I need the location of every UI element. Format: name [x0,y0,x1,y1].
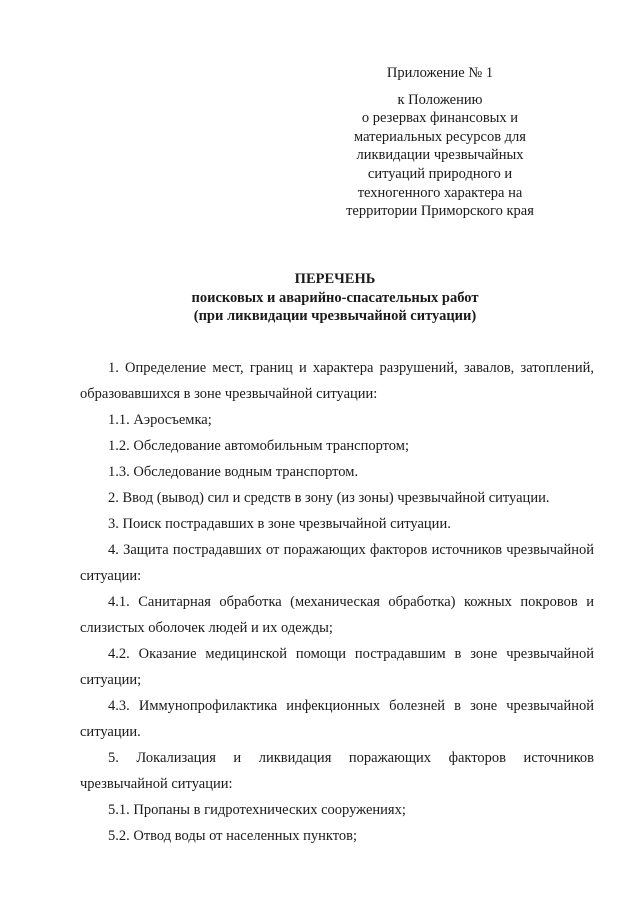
appendix-line: к Положению [397,91,483,108]
list-item: 4.3. Иммунопрофилактика инфекционных болезней в зоне чрезвычайной ситуации. [80,698,594,740]
document-body [80,355,594,849]
appendix-line: техногенного характера на [357,184,523,201]
title-line-1: ПЕРЕЧЕНЬ [294,271,376,287]
document-title [60,270,610,326]
list-item: 5.2. Отвод воды от населенных пунктов; [108,828,358,844]
list-item: 1.3. Обследование водным транспортом. [108,464,359,480]
appendix-line: материальных ресурсов для [354,128,526,145]
appendix-line: ликвидации чрезвычайных [356,147,524,164]
list-item: 4.1. Санитарная обработка (механическая обработка) кожных покровов и слизистых оболочек людей и их одежды; [80,594,594,636]
appendix-line: ситуаций природного и [367,165,513,182]
list-item: 4.2. Оказание медицинской помощи пострадавшим в зоне чрезвычайной ситуации; [80,646,594,688]
appendix-line: территории Приморского края [346,203,534,220]
appendix-heading: Приложение № 1 [386,65,494,81]
list-item: 1.1. Аэросъемка; [108,412,212,428]
list-item: 4. Защита пострадавших от поражающих факторов источников чрезвычайной ситуации: [80,542,594,584]
appendix-line: о резервах финансовых и [361,110,519,127]
list-item: 1. Определение мест, границ и характера разрушений, завалов, затоплений, образовавшихся в зоне чрезвычайной ситуации: [80,360,594,402]
appendix-block [330,64,550,221]
title-line-3: (при ликвидации чрезвычайной ситуации) [193,308,477,325]
list-item: 3. Поиск пострадавших в зоне чрезвычайной ситуации. [108,516,451,532]
list-item: 5.1. Пропаны в гидротехнических сооружениях; [108,802,406,818]
title-line-2: поисковых и аварийно-спасательных работ [191,289,479,306]
list-item: 5. Локализация и ликвидация поражающих факторов источников чрезвычайной ситуации: [80,750,594,792]
list-item: 2. Ввод (вывод) сил и средств в зону (из зоны) чрезвычайной ситуации. [108,490,550,506]
list-item: 1.2. Обследование автомобильным транспортом; [108,438,409,454]
